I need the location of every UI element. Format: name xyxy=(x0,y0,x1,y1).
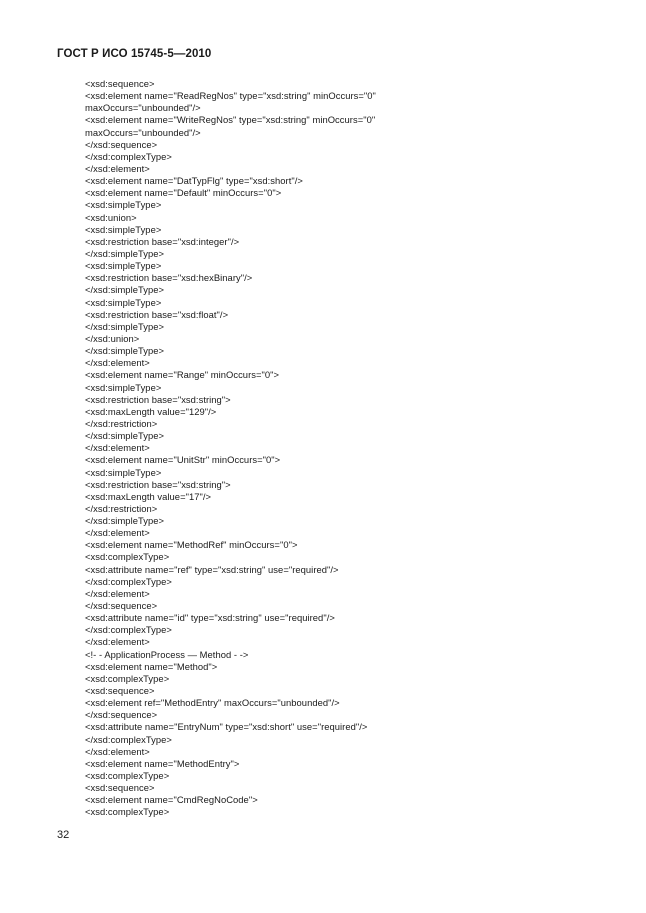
code-line: <xsd:restriction base="xsd:string"> xyxy=(85,478,231,490)
page-number: 32 xyxy=(57,829,70,841)
code-line: </xsd:sequence> xyxy=(85,600,158,612)
code-line: <xsd:simpleType> xyxy=(85,466,162,478)
code-line: </xsd:simpleType> xyxy=(85,247,165,259)
code-line: <xsd:simpleType> xyxy=(85,199,162,211)
code-line: <xsd:maxLength value="129"/> xyxy=(85,405,217,417)
code-line: </xsd:element> xyxy=(85,745,150,757)
code-line: <xsd:element name="MethodEntry"> xyxy=(85,757,240,769)
code-line: <xsd:element name="UnitStr" minOccurs="0"> xyxy=(85,454,281,466)
code-line: <xsd:sequence> xyxy=(85,78,155,89)
code-line: <xsd:complexType> xyxy=(85,551,170,563)
code-line: </xsd:element> xyxy=(85,587,150,599)
code-line: </xsd:simpleType> xyxy=(85,430,165,442)
code-line: </xsd:sequence> xyxy=(85,709,158,721)
code-line: <xsd:element ref="MethodEntry" maxOccurs="unbounded"/> xyxy=(85,697,340,709)
code-line: </xsd:element> xyxy=(85,162,150,174)
xml-schema-code-block xyxy=(85,78,425,819)
code-line: </xsd:simpleType> xyxy=(85,515,165,527)
code-line: </xsd:element> xyxy=(85,527,150,539)
code-line: </xsd:element> xyxy=(85,442,150,454)
code-line: <xsd:simpleType> xyxy=(85,381,162,393)
code-line: <xsd:element name="CmdRegNoCode"> xyxy=(85,794,258,806)
code-line: <xsd:maxLength value="17"/> xyxy=(85,490,212,502)
code-line: <xsd:element name="WriteRegNos" type="xsd:string" minOccurs="0" xyxy=(85,114,376,126)
code-line: </xsd:union> xyxy=(85,332,140,344)
code-line: <xsd:restriction base="xsd:float"/> xyxy=(85,308,229,320)
code-line: <xsd:element name="MethodRef" minOccurs="0"> xyxy=(85,539,298,551)
code-line: <!- - ApplicationProcess — Method - -> xyxy=(85,648,249,660)
code-line: <xsd:element name="ReadRegNos" type="xsd:string" minOccurs="0" xyxy=(85,90,376,102)
code-line: </xsd:simpleType> xyxy=(85,320,165,332)
code-line: </xsd:sequence> xyxy=(85,138,158,150)
code-line: <xsd:attribute name="id" type="xsd:string" use="required"/> xyxy=(85,612,335,624)
code-line: <xsd:complexType> xyxy=(85,672,170,684)
code-line: <xsd:element name="DatTypFlg" type="xsd:short"/> xyxy=(85,175,303,187)
code-line: </xsd:element> xyxy=(85,357,150,369)
code-line: <xsd:complexType> xyxy=(85,806,170,818)
code-line: <xsd:simpleType> xyxy=(85,296,162,308)
code-line: <xsd:union> xyxy=(85,211,137,223)
code-line: <xsd:element name="Default" minOccurs="0"> xyxy=(85,187,282,199)
code-line: <xsd:simpleType> xyxy=(85,223,162,235)
page-header-standard-title: ГОСТ Р ИСО 15745-5—2010 xyxy=(57,48,212,60)
code-line: </xsd:complexType> xyxy=(85,150,172,162)
code-line: <xsd:attribute name="EntryNum" type="xsd:short" use="required"/> xyxy=(85,721,368,733)
code-line: <xsd:restriction base="xsd:string"> xyxy=(85,393,231,405)
code-line: </xsd:complexType> xyxy=(85,624,172,636)
code-line: maxOccurs="unbounded"/> xyxy=(85,102,201,114)
code-line: </xsd:complexType> xyxy=(85,733,172,745)
code-line: <xsd:attribute name="ref" type="xsd:string" use="required"/> xyxy=(85,563,339,575)
code-line: </xsd:element> xyxy=(85,636,150,648)
code-line: </xsd:simpleType> xyxy=(85,345,165,357)
code-line: <xsd:sequence> xyxy=(85,782,155,794)
code-line: <xsd:restriction base="xsd:hexBinary"/> xyxy=(85,272,253,284)
code-line: maxOccurs="unbounded"/> xyxy=(85,126,201,138)
code-line: <xsd:sequence> xyxy=(85,685,155,697)
code-line: <xsd:simpleType> xyxy=(85,260,162,272)
code-line: <xsd:element name="Method"> xyxy=(85,660,218,672)
code-line: </xsd:restriction> xyxy=(85,417,158,429)
code-line: </xsd:complexType> xyxy=(85,575,172,587)
code-line: </xsd:simpleType> xyxy=(85,284,165,296)
code-line: <xsd:element name="Range" minOccurs="0"> xyxy=(85,369,280,381)
code-line: <xsd:restriction base="xsd:integer"/> xyxy=(85,235,240,247)
code-line: </xsd:restriction> xyxy=(85,502,158,514)
code-line: <xsd:complexType> xyxy=(85,770,170,782)
